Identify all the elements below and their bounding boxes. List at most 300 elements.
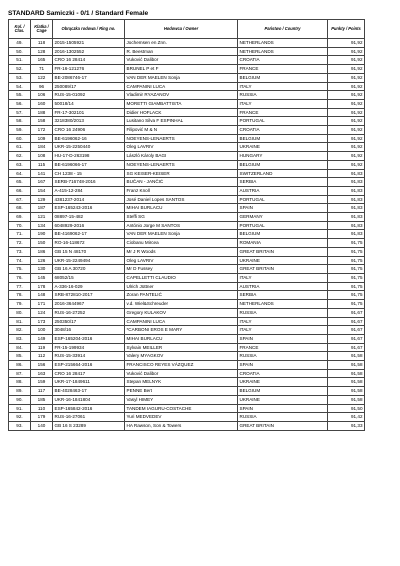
table-row	[9, 47, 365, 56]
cage-cell: 145	[31, 273, 53, 282]
cage-cell: 159	[31, 378, 53, 387]
table-row	[9, 369, 365, 378]
class-cell: 56.	[9, 99, 31, 108]
owner-cell: Ulrich Jüttner	[125, 282, 238, 291]
table-row	[9, 152, 365, 161]
header-country: Państwo / Country	[238, 20, 328, 39]
ring-cell: SERB-716748-2016	[53, 178, 125, 187]
cage-cell: 119	[31, 343, 53, 352]
points-cell: 91,83	[328, 221, 365, 230]
country-cell: UKRAINE	[238, 256, 328, 265]
owner-cell: MIHAI BURLACU	[125, 334, 238, 343]
owner-cell: Mr D Fussey	[125, 265, 238, 274]
class-cell: 64.	[9, 169, 31, 178]
cage-cell: 184	[31, 143, 53, 152]
table-row	[9, 99, 365, 108]
cage-cell: 158	[31, 117, 53, 126]
owner-cell: BRUNEL P et F	[125, 65, 238, 74]
class-cell: 70.	[9, 221, 31, 230]
cage-cell: 179	[31, 413, 53, 422]
table-row	[9, 291, 365, 300]
ring-cell: CRO 16 24906	[53, 126, 125, 135]
class-cell: 51.	[9, 56, 31, 65]
ring-cell: RUS-15-33914	[53, 352, 125, 361]
class-cell: 65.	[9, 178, 31, 187]
ring-cell: 68052/15	[53, 273, 125, 282]
ring-cell: RUS-16-27061	[53, 413, 125, 422]
points-cell: 91,58	[328, 369, 365, 378]
points-cell: 91,92	[328, 65, 365, 74]
table-row	[9, 134, 365, 143]
ring-cell: FR-15-199934	[53, 343, 125, 352]
country-cell: ITALY	[238, 273, 328, 282]
table-row	[9, 39, 365, 48]
points-cell: 91,75	[328, 239, 365, 248]
country-cell: BELGIUM	[238, 73, 328, 82]
country-cell: FRANCE	[238, 343, 328, 352]
ring-cell: GB 16 A 30720	[53, 265, 125, 274]
country-cell: NETHERLANDS	[238, 47, 328, 56]
class-cell: 91.	[9, 404, 31, 413]
owner-cell: Steffi SG	[125, 213, 238, 222]
class-cell: 52.	[9, 65, 31, 74]
country-cell: SERBIA	[238, 291, 328, 300]
cage-cell: 154	[31, 186, 53, 195]
cage-cell: 71	[31, 65, 53, 74]
ring-cell: 2016-1302552	[53, 47, 125, 56]
cage-cell: 134	[31, 221, 53, 230]
table-body	[9, 39, 365, 431]
ring-cell: 50018/14	[53, 99, 125, 108]
points-cell: 91,67	[328, 334, 365, 343]
class-cell: 57.	[9, 108, 31, 117]
points-cell: 91,58	[328, 352, 365, 361]
country-cell: BELGIUM	[238, 160, 328, 169]
cage-cell: 185	[31, 395, 53, 404]
cage-cell: 109	[31, 134, 53, 143]
class-cell: 61.	[9, 143, 31, 152]
class-cell: 77.	[9, 282, 31, 291]
class-cell: 89.	[9, 387, 31, 396]
table-row	[9, 239, 365, 248]
points-cell: 91,92	[328, 91, 365, 100]
points-cell: 91,83	[328, 204, 365, 213]
cage-cell: 190	[31, 230, 53, 239]
header-ring: Obrączka rodowa / Ring no.	[53, 20, 125, 39]
points-cell: 91,92	[328, 82, 365, 91]
points-cell: 91,67	[328, 308, 365, 317]
ring-cell: BE-6196066-17	[53, 160, 125, 169]
ring-cell: 4381237-2014	[53, 195, 125, 204]
class-cell: 90.	[9, 395, 31, 404]
table-row	[9, 317, 365, 326]
owner-cell: Zoran PANTELIĆ	[125, 291, 238, 300]
class-cell: 75.	[9, 265, 31, 274]
table-row	[9, 378, 365, 387]
country-cell: ITALY	[238, 317, 328, 326]
owner-cell: NOEYENS-LENAERTS	[125, 160, 238, 169]
table-row	[9, 361, 365, 370]
cage-cell: 150	[31, 239, 53, 248]
owner-cell: CAPELLETTI CLAUDIO	[125, 273, 238, 282]
owner-cell: Jochemsen en Znn.	[125, 39, 238, 48]
class-cell: 88.	[9, 378, 31, 387]
country-cell: RUSSIA	[238, 352, 328, 361]
owner-cell: László Károly BAGI	[125, 152, 238, 161]
ring-cell: RUS-15-01092	[53, 91, 125, 100]
owner-cell: MORETTI GIAMBATTISTA	[125, 99, 238, 108]
cage-cell: 129	[31, 195, 53, 204]
ring-cell: 250089/17	[53, 82, 125, 91]
owner-cell: Mr J R Woods	[125, 247, 238, 256]
owner-cell: Oleg LAVRIV	[125, 143, 238, 152]
country-cell: UKRAINE	[238, 143, 328, 152]
class-cell: 85.	[9, 352, 31, 361]
class-cell: 59.	[9, 126, 31, 135]
owner-cell: TANDEM IAGURU-COSTACHE	[125, 404, 238, 413]
owner-cell: NOEYENS-LENAERTS	[125, 134, 238, 143]
points-cell: 91,75	[328, 300, 365, 309]
class-cell: 68.	[9, 204, 31, 213]
class-cell: 81.	[9, 317, 31, 326]
class-cell: 49.	[9, 39, 31, 48]
points-cell: 91,92	[328, 47, 365, 56]
country-cell: GREAT BRITAIN	[238, 265, 328, 274]
class-cell: 86.	[9, 361, 31, 370]
points-cell: 91,58	[328, 387, 365, 396]
table-row	[9, 204, 365, 213]
table-row	[9, 178, 365, 187]
header-owner: Hodowca / Owner	[125, 20, 238, 39]
cage-cell: 112	[31, 352, 53, 361]
class-cell: 93.	[9, 421, 31, 430]
ring-cell: 3218380/2013	[53, 117, 125, 126]
ring-cell: ESP-165243-2016	[53, 204, 125, 213]
points-cell: 91,83	[328, 213, 365, 222]
country-cell: BELGIUM	[238, 387, 328, 396]
class-cell: 71.	[9, 230, 31, 239]
class-cell: 87.	[9, 369, 31, 378]
table-header-row	[9, 20, 365, 39]
country-cell: SPAIN	[238, 404, 328, 413]
cage-cell: 148	[31, 291, 53, 300]
country-cell: BELGIUM	[238, 230, 328, 239]
ring-cell: FR-16-121276	[53, 65, 125, 74]
table-row	[9, 395, 365, 404]
owner-cell: VAN DER MAELEN Sonja	[125, 230, 238, 239]
table-row	[9, 273, 365, 282]
ring-cell: A-415-12-284	[53, 186, 125, 195]
ring-cell: BE-4028463-17	[53, 387, 125, 396]
header-class: Kol. / Clas.	[9, 20, 31, 39]
table-row	[9, 221, 365, 230]
ring-cell: UKR-15-2250440	[53, 143, 125, 152]
ring-cell: 3048/16	[53, 326, 125, 335]
country-cell: AUSTRIA	[238, 282, 328, 291]
points-cell: 91,75	[328, 247, 365, 256]
owner-cell: Filipović M & N	[125, 126, 238, 135]
class-cell: 53.	[9, 73, 31, 82]
country-cell: SERBIA	[238, 178, 328, 187]
ring-cell: ESP-165842-2016	[53, 404, 125, 413]
country-cell: HUNGARY	[238, 152, 328, 161]
points-cell: 91,92	[328, 160, 365, 169]
cage-cell: 140	[31, 421, 53, 430]
points-cell: 91,58	[328, 361, 365, 370]
owner-cell: MIHAI BURLACU	[125, 204, 238, 213]
ring-cell: 08897-15-482	[53, 213, 125, 222]
points-cell: 91,75	[328, 273, 365, 282]
cage-cell: 96	[31, 82, 53, 91]
cage-cell: 106	[31, 91, 53, 100]
table-row	[9, 56, 365, 65]
owner-cell: Oleg LAVRIV	[125, 256, 238, 265]
table-row	[9, 300, 365, 309]
owner-cell: Vuković Dalibor	[125, 369, 238, 378]
country-cell: UKRAINE	[238, 378, 328, 387]
ring-cell: 2015-1505921	[53, 39, 125, 48]
owner-cell: BUČAN - JANČIĆ	[125, 178, 238, 187]
cage-cell: 167	[31, 178, 53, 187]
ring-cell: GB 16 S 23289	[53, 421, 125, 430]
cage-cell: 122	[31, 73, 53, 82]
table-row	[9, 230, 365, 239]
cage-cell: 124	[31, 308, 53, 317]
points-cell: 91,75	[328, 282, 365, 291]
points-cell: 91,92	[328, 117, 365, 126]
ring-cell: 250350/17	[53, 317, 125, 326]
points-cell: 91,83	[328, 169, 365, 178]
table-row	[9, 387, 365, 396]
class-cell: 50.	[9, 47, 31, 56]
country-cell: FRANCE	[238, 108, 328, 117]
table-row	[9, 143, 365, 152]
points-cell: 91,83	[328, 195, 365, 204]
country-cell: GREAT BRITAIN	[238, 421, 328, 430]
country-cell: RUSSIA	[238, 413, 328, 422]
owner-cell: *CARBONI EROS E MARY	[125, 326, 238, 335]
ring-cell: CRO 16 28414	[53, 56, 125, 65]
country-cell: NETHERLANDS	[238, 39, 328, 48]
country-cell: RUSSIA	[238, 308, 328, 317]
ring-cell: BE-4169062-17	[53, 230, 125, 239]
country-cell: CROATIA	[238, 56, 328, 65]
table-row	[9, 265, 365, 274]
class-cell: 82.	[9, 326, 31, 335]
ring-cell: UKR-16-1841804	[53, 395, 125, 404]
owner-cell: António Jorge M SANTOS	[125, 221, 238, 230]
ring-cell: 2016-3644967	[53, 300, 125, 309]
owner-cell: R. Beestman	[125, 47, 238, 56]
owner-cell: Yuri MEDVEDEV	[125, 413, 238, 422]
country-cell: CROATIA	[238, 369, 328, 378]
owner-cell: Gregory KULAKOV	[125, 308, 238, 317]
table-row	[9, 256, 365, 265]
cage-cell: 115	[31, 160, 53, 169]
ring-cell: GB 15 N 48170	[53, 247, 125, 256]
class-cell: 54.	[9, 82, 31, 91]
points-cell: 91,42	[328, 413, 365, 422]
points-cell: 91,92	[328, 108, 365, 117]
owner-cell: José Daniel Lopes SANTOS	[125, 195, 238, 204]
country-cell: GREAT BRITAIN	[238, 247, 328, 256]
points-cell: 91,67	[328, 343, 365, 352]
header-points: Punkty / Points	[328, 20, 365, 39]
class-cell: 63.	[9, 160, 31, 169]
ring-cell: ESP-165204-2016	[53, 334, 125, 343]
country-cell: FRANCE	[238, 65, 328, 74]
ring-cell: CRO 16 28417	[53, 369, 125, 378]
ring-cell: FR-17-302101	[53, 108, 125, 117]
owner-cell: CAMPANINI LUCA	[125, 317, 238, 326]
header-cage: Klatka / Cage	[31, 20, 53, 39]
cage-cell: 178	[31, 282, 53, 291]
results-table	[8, 19, 365, 431]
table-row	[9, 73, 365, 82]
table-row	[9, 117, 365, 126]
points-cell: 91,67	[328, 317, 365, 326]
points-cell: 91,67	[328, 326, 365, 335]
table-row	[9, 413, 365, 422]
table-row	[9, 343, 365, 352]
cage-cell: 188	[31, 108, 53, 117]
owner-cell: PENNE Bert	[125, 387, 238, 396]
points-cell: 91,75	[328, 291, 365, 300]
cage-cell: 100	[31, 326, 53, 335]
class-cell: 62.	[9, 152, 31, 161]
class-cell: 84.	[9, 343, 31, 352]
table-row	[9, 282, 365, 291]
table-row	[9, 421, 365, 430]
cage-cell: 165	[31, 56, 53, 65]
owner-cell: VAN DER MAELEN Sonja	[125, 73, 238, 82]
points-cell: 91,92	[328, 143, 365, 152]
ring-cell: UKR-15-2249494	[53, 256, 125, 265]
points-cell: 91,33	[328, 421, 365, 430]
class-cell: 60.	[9, 134, 31, 143]
country-cell: PORTUGAL	[238, 117, 328, 126]
country-cell: ITALY	[238, 99, 328, 108]
class-cell: 66.	[9, 186, 31, 195]
cage-cell: 130	[31, 265, 53, 274]
points-cell: 91,92	[328, 99, 365, 108]
points-cell: 91,92	[328, 134, 365, 143]
table-row	[9, 404, 365, 413]
points-cell: 91,83	[328, 186, 365, 195]
country-cell: SPAIN	[238, 334, 328, 343]
class-cell: 58.	[9, 117, 31, 126]
cage-cell: 173	[31, 317, 53, 326]
table-row	[9, 195, 365, 204]
ring-cell: RUS-16-27252	[53, 308, 125, 317]
class-cell: 74.	[9, 256, 31, 265]
ring-cell: ESP-215664-2016	[53, 361, 125, 370]
ring-cell: BE-2086746-17	[53, 73, 125, 82]
owner-cell: FRANCISCO REYES VÁZQUEZ	[125, 361, 238, 370]
table-row	[9, 186, 365, 195]
owner-cell: SG KEISER-KEISER	[125, 169, 238, 178]
points-cell: 91,50	[328, 404, 365, 413]
points-cell: 91,83	[328, 178, 365, 187]
country-cell: BELGIUM	[238, 134, 328, 143]
table-row	[9, 247, 365, 256]
ring-cell: UKR-17-1849611	[53, 378, 125, 387]
cage-cell: 149	[31, 334, 53, 343]
owner-cell: Vuković Dalibor	[125, 56, 238, 65]
table-row	[9, 126, 365, 135]
class-cell: 92.	[9, 413, 31, 422]
points-cell: 91,92	[328, 126, 365, 135]
country-cell: CROATIA	[238, 126, 328, 135]
owner-cell: v.d. Wiel&Schreuder	[125, 300, 238, 309]
country-cell: PORTUGAL	[238, 221, 328, 230]
country-cell: ROMANIA	[238, 239, 328, 248]
class-cell: 73.	[9, 247, 31, 256]
ring-cell: RO-16-118672	[53, 239, 125, 248]
table-row	[9, 82, 365, 91]
table-row	[9, 91, 365, 100]
class-cell: 79.	[9, 300, 31, 309]
cage-cell: 110	[31, 404, 53, 413]
owner-cell: Didier HOFLACK	[125, 108, 238, 117]
points-cell: 91,92	[328, 56, 365, 65]
country-cell: NETHERLANDS	[238, 300, 328, 309]
country-cell: AUSTRIA	[238, 186, 328, 195]
owner-cell: Stepan MELNYK	[125, 378, 238, 387]
class-cell: 83.	[9, 334, 31, 343]
owner-cell: Sylvain MEILLER	[125, 343, 238, 352]
country-cell: SWITZERLAND	[238, 169, 328, 178]
points-cell: 91,75	[328, 256, 365, 265]
ring-cell: HU-17-D-263198	[53, 152, 125, 161]
cage-cell: 126	[31, 256, 53, 265]
owner-cell: Lusitano Silva F ESPINHAL	[125, 117, 238, 126]
class-cell: 72.	[9, 239, 31, 248]
country-cell: RUSSIA	[238, 91, 328, 100]
cage-cell: 141	[31, 169, 53, 178]
cage-cell: 187	[31, 204, 53, 213]
ring-cell: CH 1238 - 15	[53, 169, 125, 178]
cage-cell: 171	[31, 300, 53, 309]
country-cell: ITALY	[238, 326, 328, 335]
table-row	[9, 308, 365, 317]
cage-cell: 160	[31, 99, 53, 108]
ring-cell: BE-6196062-16	[53, 134, 125, 143]
table-row	[9, 352, 365, 361]
owner-cell: Vasyl HIMEY	[125, 395, 238, 404]
cage-cell: 186	[31, 247, 53, 256]
table-row	[9, 334, 365, 343]
points-cell: 91,92	[328, 39, 365, 48]
points-cell: 91,83	[328, 230, 365, 239]
table-row	[9, 65, 365, 74]
owner-cell: Franz Knoll	[125, 186, 238, 195]
cage-cell: 118	[31, 39, 53, 48]
cage-cell: 117	[31, 387, 53, 396]
class-cell: 80.	[9, 308, 31, 317]
owner-cell: Valery MYAGKOV	[125, 352, 238, 361]
table-row	[9, 169, 365, 178]
owner-cell: HA Rawson, Son & Towers	[125, 421, 238, 430]
table-row	[9, 160, 365, 169]
country-cell: SPAIN	[238, 361, 328, 370]
ring-cell: SRB-872810-2017	[53, 291, 125, 300]
owner-cell: Vladimir RYAZANOV	[125, 91, 238, 100]
country-cell: SPAIN	[238, 204, 328, 213]
ring-cell: 6048929-2016	[53, 221, 125, 230]
table-row	[9, 326, 365, 335]
class-cell: 76.	[9, 273, 31, 282]
